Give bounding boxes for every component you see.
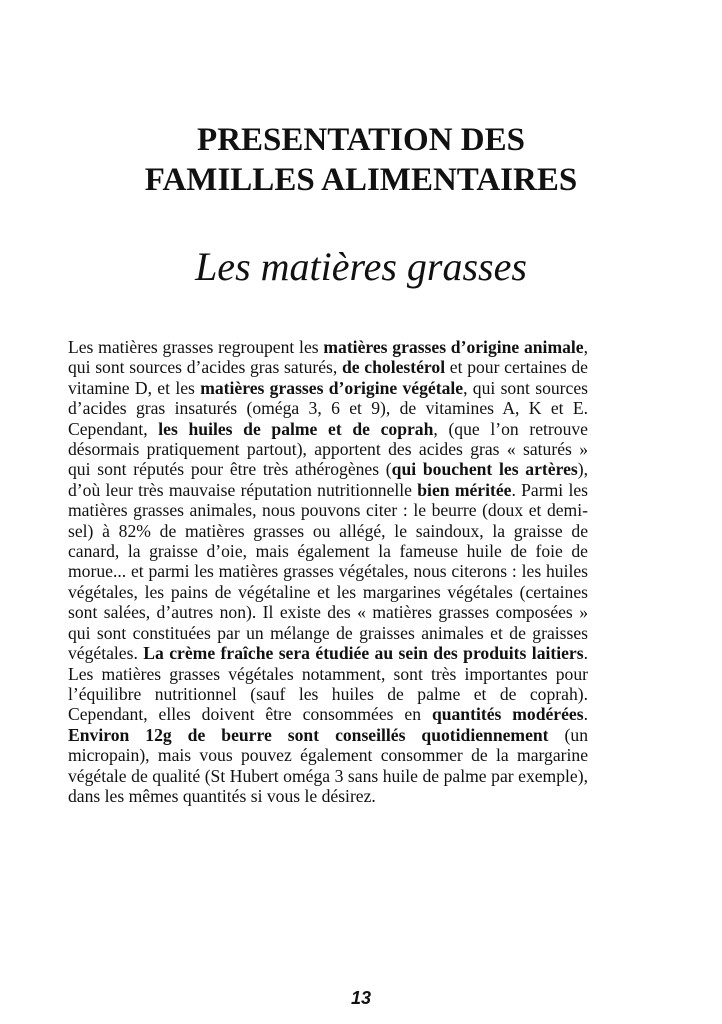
text-run: ), d’où leur très mauvaise réputation nutritionnelle	[68, 459, 588, 500]
bold-text-run: Environ 12g de beurre sont conseillés quotidiennement	[68, 724, 549, 745]
title-line-1: PRESENTATION DES	[197, 122, 525, 158]
bold-text-run: qui bouchent les artères	[391, 459, 578, 480]
text-run: et pour certaines de vitamine D, et les	[68, 357, 588, 398]
bold-text-run: les huiles de palme et de coprah	[158, 418, 434, 439]
text-run: . Les matières grasses végétales notamment, sont très importantes pour l’équilibre nutritionnel (sauf les huiles de palme et de coprah). Cependant, elles doivent être consommées en	[68, 643, 588, 725]
title-line-2: FAMILLES ALIMENTAIRES	[144, 162, 578, 198]
bold-text-run: de cholestérol	[342, 357, 446, 378]
section-subtitle: Les matières grasses	[195, 244, 527, 289]
body-paragraph	[68, 337, 588, 806]
text-run: , qui sont sources d’acides gras insaturés (oméga 3, 6 et 9), de vitamines A, K et E. Cependant,	[68, 377, 589, 439]
bold-text-run: quantités modérées	[431, 704, 584, 725]
text-run: , qui sont sources d’acides gras saturés,	[68, 337, 589, 378]
bold-text-run: La crème fraîche sera étudiée au sein des produits laitiers	[143, 643, 584, 664]
bold-text-run: matières grasses d’origine végétale	[200, 377, 464, 398]
page-number: 13	[350, 988, 372, 1008]
text-run: .	[583, 704, 588, 725]
text-run: (un micropain), mais vous pouvez également consommer de la margarine végétale de qualité (St Hubert oméga 3 sans huile de palme par exemple), dans les mêmes quantités si vous le désirez.	[68, 724, 588, 806]
text-run: , (que l’on retrouve désormais pratiquement partout), apportent des acides gras « saturés » qui sont réputés pour être très athérogènes (	[68, 418, 588, 480]
page-title	[60, 120, 662, 200]
text-run: Les matières grasses regroupent les	[68, 337, 324, 357]
text-run: . Parmi les matières grasses animales, nous pouvons citer : le beurre (doux et demi-sel) à 82% de matières grasses ou allégé, le saindoux, la graisse de canard, la graisse d’oie, mais également la fameuse huile de foie de morue... et parmi les matières grasses végétales, nous citerons : les huiles végétales, les pains de végétaline et les margarines végétales (certaines sont salées, d’autres non). Il existe des « matières grasses composées » qui sont constituées par un mélange de graisses animales et de graisses végétales.	[68, 479, 588, 664]
bold-text-run: bien méritée	[417, 479, 512, 500]
bold-text-run: matières grasses d’origine animale	[323, 337, 584, 357]
